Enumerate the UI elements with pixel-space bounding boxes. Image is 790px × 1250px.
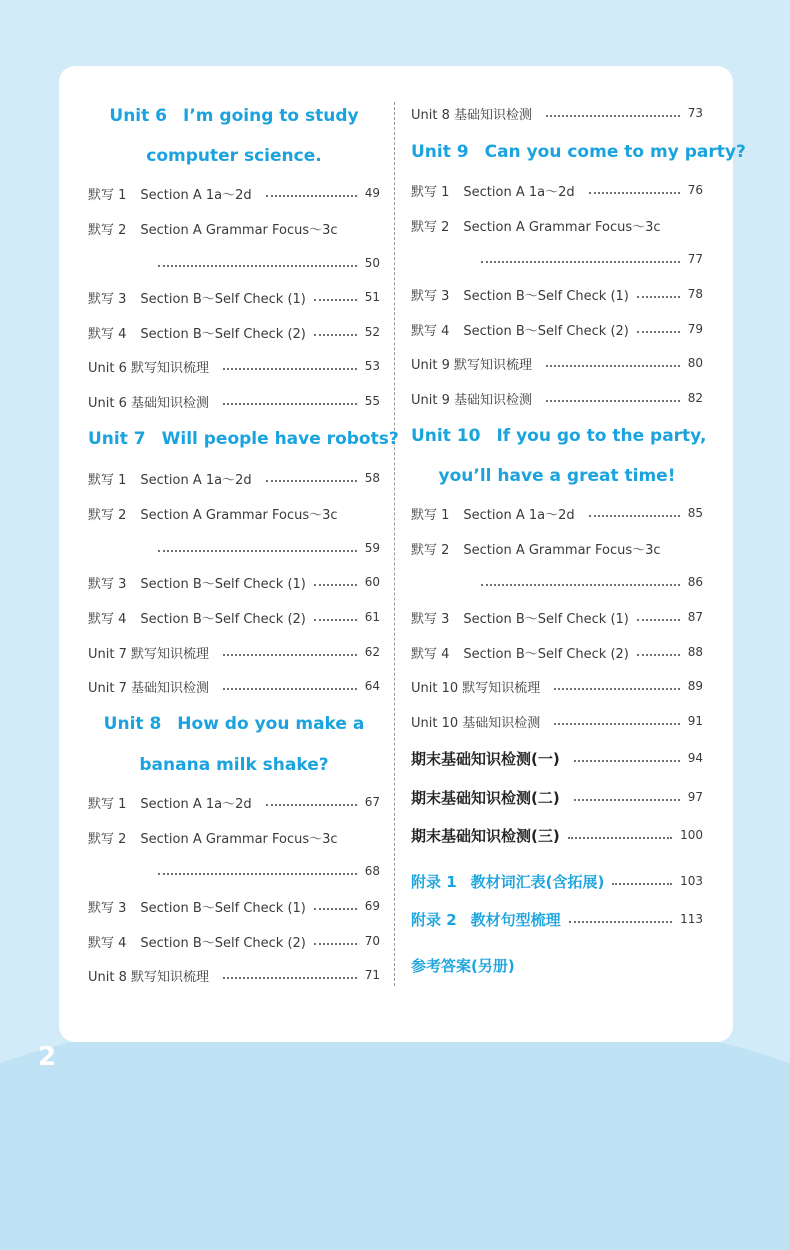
toc-entry[interactable]: Unit 8 基础知识检测 73 <box>411 106 703 123</box>
page-number: 2 <box>38 1042 57 1072</box>
toc-entry[interactable]: 默写 2 Section A Grammar Focus～3c <box>88 222 338 238</box>
toc-entry-continued[interactable]: 68 <box>88 861 380 881</box>
toc-entry[interactable]: 默写 2 Section A Grammar Focus～3c <box>411 542 661 558</box>
toc-entry-continued[interactable]: 77 <box>411 249 703 269</box>
unit8-heading: Unit 8 How do you make a <box>103 714 365 734</box>
unit6-heading: Unit 6 I’m going to study <box>109 106 359 126</box>
unit10-heading-line2: you’ll have a great time! <box>438 466 676 486</box>
column-divider <box>394 102 395 986</box>
toc-entry[interactable]: 默写 4 Section B～Self Check (2) 52 <box>88 325 380 342</box>
toc-entry-continued[interactable]: 50 <box>88 253 380 273</box>
final-test-entry[interactable]: 期末基础知识检测(二) 97 <box>411 788 703 807</box>
toc-entry[interactable]: 默写 3 Section B～Self Check (1) 78 <box>411 287 703 304</box>
unit7-heading: Unit 7 Will people have robots? <box>88 429 399 449</box>
toc-entry[interactable]: Unit 9 基础知识检测 82 <box>411 391 703 408</box>
final-test-entry[interactable]: 期末基础知识检测(三) 100 <box>411 826 703 845</box>
toc-entry-continued[interactable]: 59 <box>88 538 380 558</box>
toc-entry-continued[interactable]: 86 <box>411 572 703 592</box>
toc-entry[interactable]: Unit 10 基础知识检测 91 <box>411 714 703 731</box>
toc-entry[interactable]: Unit 9 默写知识梳理 80 <box>411 356 703 373</box>
toc-entry[interactable]: 默写 3 Section B～Self Check (1) 60 <box>88 575 380 592</box>
toc-entry[interactable]: Unit 7 基础知识检测 64 <box>88 679 380 696</box>
toc-entry[interactable]: 默写 3 Section B～Self Check (1) 87 <box>411 610 703 627</box>
toc-entry[interactable]: 默写 2 Section A Grammar Focus～3c <box>88 831 338 847</box>
toc-entry[interactable]: Unit 10 默写知识梳理 89 <box>411 679 703 696</box>
toc-entry[interactable]: 默写 4 Section B～Self Check (2) 61 <box>88 610 380 627</box>
unit6-heading-line2: computer science. <box>146 146 322 166</box>
background-wave <box>0 1010 790 1250</box>
toc-entry[interactable]: 默写 2 Section A Grammar Focus～3c <box>411 219 661 235</box>
toc-entry[interactable]: 默写 3 Section B～Self Check (1) 51 <box>88 290 380 307</box>
toc-entry[interactable]: 默写 4 Section B～Self Check (2) 79 <box>411 322 703 339</box>
answers-entry[interactable]: 参考答案(另册) <box>411 956 515 975</box>
toc-entry[interactable]: 默写 1 Section A 1a～2d 85 <box>411 506 703 523</box>
toc-entry[interactable]: 默写 1 Section A 1a～2d 76 <box>411 183 703 200</box>
toc-entry[interactable]: Unit 8 默写知识梳理 71 <box>88 968 380 985</box>
toc-entry[interactable]: 默写 3 Section B～Self Check (1) 69 <box>88 899 380 916</box>
toc-entry[interactable]: Unit 7 默写知识梳理 62 <box>88 645 380 662</box>
toc-entry[interactable]: 默写 4 Section B～Self Check (2) 70 <box>88 934 380 951</box>
toc-entry[interactable]: 默写 1 Section A 1a～2d 49 <box>88 186 380 203</box>
toc-entry[interactable]: 默写 1 Section A 1a～2d 58 <box>88 471 380 488</box>
unit8-heading-line2: banana milk shake? <box>139 755 329 775</box>
toc-entry[interactable]: 默写 1 Section A 1a～2d 67 <box>88 795 380 812</box>
final-test-entry[interactable]: 期末基础知识检测(一) 94 <box>411 749 703 768</box>
toc-entry[interactable]: 默写 2 Section A Grammar Focus～3c <box>88 507 338 523</box>
toc-entry[interactable]: Unit 6 基础知识检测 55 <box>88 394 380 411</box>
unit9-heading: Unit 9 Can you come to my party? <box>411 142 746 162</box>
appendix-entry[interactable]: 附录 1 教材词汇表(含拓展) 103 <box>411 872 703 891</box>
appendix-entry[interactable]: 附录 2 教材句型梳理 113 <box>411 910 703 929</box>
toc-entry[interactable]: 默写 4 Section B～Self Check (2) 88 <box>411 645 703 662</box>
unit10-heading: Unit 10 If you go to the party, <box>411 426 707 446</box>
toc-entry[interactable]: Unit 6 默写知识梳理 53 <box>88 359 380 376</box>
